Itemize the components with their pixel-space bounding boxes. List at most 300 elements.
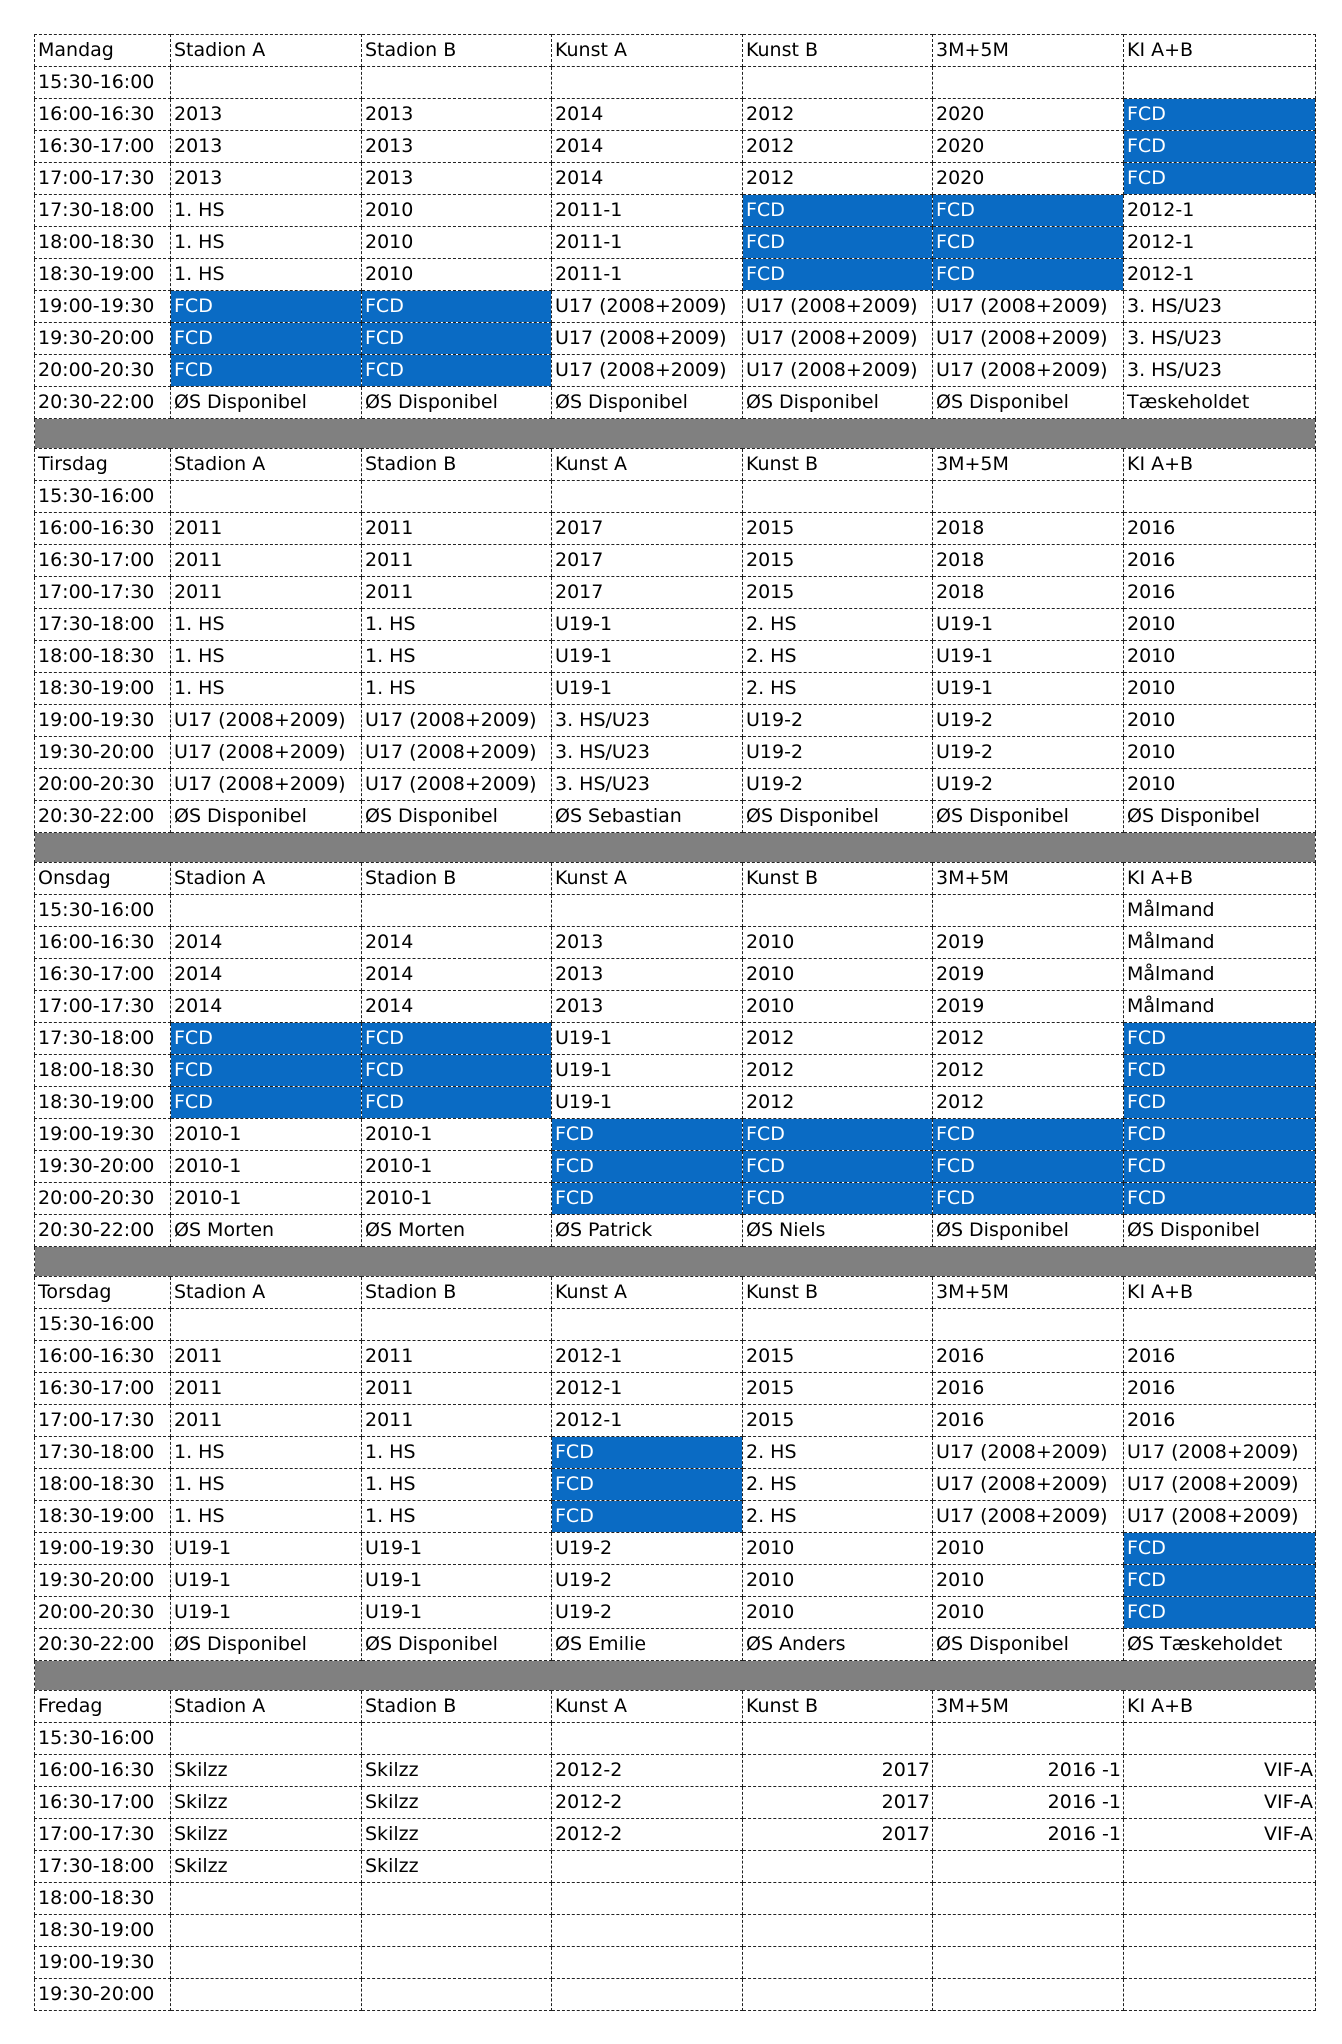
schedule-cell: 1. HS [362,609,552,641]
schedule-cell: FCD [552,1437,743,1469]
time-slot: 18:30-19:00 [35,1915,171,1947]
schedule-cell [933,1915,1124,1947]
venue-header: Kunst A [552,449,743,481]
schedule-cell: 2016 [1124,577,1316,609]
schedule-cell: U19-1 [362,1533,552,1565]
schedule-cell: 2014 [552,99,743,131]
schedule-cell: U19-1 [933,641,1124,673]
time-slot-row [35,927,1316,959]
schedule-cell [171,481,362,513]
schedule-cell [362,895,552,927]
schedule-cell [171,1723,362,1755]
time-slot-row [35,1883,1316,1915]
time-slot: 20:30-22:00 [35,801,171,833]
schedule-cell: Skilzz [362,1787,552,1819]
schedule-cell [933,1883,1124,1915]
schedule-cell: FCD [743,227,933,259]
schedule-cell: 2014 [552,163,743,195]
schedule-cell [171,1947,362,1979]
schedule-cell: 2010 [362,227,552,259]
schedule-cell: U19-1 [171,1565,362,1597]
time-slot-row [35,895,1316,927]
schedule-cell: 2. HS [743,673,933,705]
schedule-cell: 2011 [171,1373,362,1405]
time-slot: 17:00-17:30 [35,1405,171,1437]
schedule-cell: U19-2 [743,705,933,737]
schedule-cell: FCD [362,1055,552,1087]
schedule-cell [171,1979,362,2011]
schedule-cell [1124,67,1316,99]
schedule-cell: 1. HS [171,609,362,641]
schedule-cell: 2010 [743,1533,933,1565]
venue-header: Stadion A [171,1691,362,1723]
schedule-cell: 2019 [933,959,1124,991]
time-slot-row [35,545,1316,577]
schedule-cell: 3. HS/U23 [1124,355,1316,387]
schedule-cell: ØS Disponibel [362,387,552,419]
schedule-cell: ØS Anders [743,1629,933,1661]
schedule-cell: 2016 [1124,1373,1316,1405]
time-slot-row [35,1183,1316,1215]
schedule-cell [933,481,1124,513]
venue-header: 3M+5M [933,863,1124,895]
schedule-cell: 2010 [743,991,933,1023]
schedule-cell [743,1979,933,2011]
schedule-cell: U19-2 [933,705,1124,737]
time-slot: 15:30-16:00 [35,481,171,513]
schedule-cell: U17 (2008+2009) [171,737,362,769]
schedule-cell: U19-1 [171,1533,362,1565]
time-slot: 17:30-18:00 [35,1851,171,1883]
day-name: Onsdag [35,863,171,895]
schedule-cell: 1. HS [171,641,362,673]
schedule-cell: 2011 [171,1405,362,1437]
schedule-cell [552,1309,743,1341]
schedule-cell: Skilzz [171,1819,362,1851]
time-slot-row [35,959,1316,991]
time-slot: 20:30-22:00 [35,387,171,419]
schedule-cell: 2012-1 [552,1373,743,1405]
schedule-cell: U19-1 [552,1055,743,1087]
schedule-cell: Målmand [1124,959,1316,991]
time-slot: 17:00-17:30 [35,577,171,609]
schedule-cell: 2016 [1124,545,1316,577]
time-slot-row [35,1023,1316,1055]
schedule-cell [552,895,743,927]
schedule-cell: ØS Disponibel [743,801,933,833]
schedule-cell [743,1915,933,1947]
time-slot: 19:30-20:00 [35,323,171,355]
schedule-cell: 2013 [171,99,362,131]
schedule-cell: ØS Disponibel [1124,801,1316,833]
schedule-cell: U19-1 [552,673,743,705]
schedule-cell: 2015 [743,1405,933,1437]
time-slot: 18:30-19:00 [35,259,171,291]
schedule-cell [933,67,1124,99]
schedule-cell [362,1947,552,1979]
schedule-cell: VIF-A [1124,1755,1316,1787]
venue-header: Stadion A [171,1277,362,1309]
schedule-cell: 2. HS [743,641,933,673]
venue-header: Stadion B [362,35,552,67]
schedule-cell: 2012-2 [552,1819,743,1851]
schedule-cell [362,1915,552,1947]
schedule-cell: U19-1 [552,1087,743,1119]
schedule-cell: FCD [743,195,933,227]
time-slot: 20:30-22:00 [35,1629,171,1661]
schedule-cell: ØS Niels [743,1215,933,1247]
schedule-cell: FCD [552,1119,743,1151]
time-slot: 15:30-16:00 [35,67,171,99]
venue-header: KI A+B [1124,863,1316,895]
schedule-cell: 2012 [933,1023,1124,1055]
schedule-cell: ØS Disponibel [743,387,933,419]
time-slot-row [35,259,1316,291]
schedule-cell: 2020 [933,163,1124,195]
schedule-cell: 2014 [362,927,552,959]
time-slot-row [35,1405,1316,1437]
schedule-cell [743,1723,933,1755]
schedule-cell [552,1883,743,1915]
schedule-cell: 2014 [171,991,362,1023]
schedule-cell [362,1309,552,1341]
day-header-row [35,1277,1316,1309]
time-slot-row [35,1597,1316,1629]
schedule-cell: Skilzz [171,1755,362,1787]
schedule-cell: U19-2 [552,1597,743,1629]
schedule-cell: 3. HS/U23 [552,769,743,801]
schedule-cell [552,1723,743,1755]
schedule-cell: 2012 [743,163,933,195]
schedule-cell: U17 (2008+2009) [933,1469,1124,1501]
schedule-cell: 2010 [743,927,933,959]
schedule-cell: U17 (2008+2009) [171,705,362,737]
schedule-cell: 2017 [743,1787,933,1819]
schedule-cell: FCD [743,1151,933,1183]
schedule-cell: 2010 [743,1565,933,1597]
schedule-cell: 2013 [552,959,743,991]
schedule-cell: 2010-1 [171,1119,362,1151]
time-slot-row [35,163,1316,195]
schedule-cell: FCD [171,323,362,355]
time-slot-row [35,1819,1316,1851]
schedule-cell: 2011 [171,577,362,609]
schedule-cell [362,67,552,99]
schedule-cell: Målmand [1124,927,1316,959]
schedule-cell [743,67,933,99]
schedule-cell: 2011 [362,577,552,609]
time-slot-row [35,1755,1316,1787]
schedule-cell [743,1883,933,1915]
schedule-cell: U19-1 [362,1565,552,1597]
schedule-cell: 2012-1 [552,1405,743,1437]
schedule-cell [552,67,743,99]
schedule-cell [1124,1723,1316,1755]
schedule-cell: 2013 [171,163,362,195]
time-slot: 15:30-16:00 [35,895,171,927]
schedule-cell: FCD [171,355,362,387]
schedule-cell: FCD [362,1023,552,1055]
schedule-cell: 2013 [552,927,743,959]
schedule-cell: U19-1 [552,641,743,673]
schedule-cell: 2. HS [743,609,933,641]
venue-header: Kunst B [743,1277,933,1309]
schedule-cell: U17 (2008+2009) [552,323,743,355]
schedule-cell: 2016 [1124,1341,1316,1373]
time-slot: 19:30-20:00 [35,1565,171,1597]
time-slot-row [35,1851,1316,1883]
schedule-cell: ØS Disponibel [362,1629,552,1661]
schedule-cell: 2012 [933,1055,1124,1087]
venue-header: Kunst B [743,863,933,895]
venue-header: Stadion A [171,863,362,895]
time-slot-row [35,1979,1316,2011]
day-name: Mandag [35,35,171,67]
venue-header: Stadion B [362,449,552,481]
schedule-cell: FCD [1124,1565,1316,1597]
separator-bar [35,1247,1316,1277]
schedule-cell: 1. HS [362,673,552,705]
schedule-cell: FCD [171,1023,362,1055]
schedule-cell: ØS Disponibel [933,387,1124,419]
time-slot: 20:00-20:30 [35,1183,171,1215]
schedule-cell: U17 (2008+2009) [1124,1437,1316,1469]
time-slot: 20:00-20:30 [35,769,171,801]
schedule-cell [933,1947,1124,1979]
day-header-row [35,35,1316,67]
schedule-cell: 1. HS [171,259,362,291]
schedule-cell [743,1309,933,1341]
venue-header: KI A+B [1124,1691,1316,1723]
schedule-cell: 2015 [743,577,933,609]
schedule-cell: 1. HS [362,1469,552,1501]
time-slot-row [35,1501,1316,1533]
schedule-cell: 2015 [743,1341,933,1373]
time-slot-row [35,1151,1316,1183]
schedule-cell: ØS Disponibel [171,801,362,833]
schedule-cell: FCD [1124,1023,1316,1055]
schedule-cell: U17 (2008+2009) [1124,1501,1316,1533]
time-slot-row [35,1469,1316,1501]
schedule-cell: FCD [362,355,552,387]
time-slot-row [35,609,1316,641]
time-slot: 20:00-20:30 [35,355,171,387]
schedule-cell: 2010 [1124,769,1316,801]
schedule-cell: FCD [933,259,1124,291]
schedule-cell: U19-1 [933,609,1124,641]
schedule-cell: U19-2 [743,769,933,801]
time-slot-row [35,1119,1316,1151]
time-slot-row [35,737,1316,769]
time-slot: 17:00-17:30 [35,163,171,195]
schedule-cell: 2010 [1124,641,1316,673]
day-header-row [35,449,1316,481]
venue-header: KI A+B [1124,1277,1316,1309]
schedule-cell [552,1851,743,1883]
schedule-cell: 2011 [362,1373,552,1405]
schedule-cell: 2013 [362,131,552,163]
day-header-row [35,1691,1316,1723]
schedule-cell: 2015 [743,513,933,545]
time-slot: 17:30-18:00 [35,609,171,641]
venue-header: Stadion B [362,1277,552,1309]
schedule-cell: 2014 [171,959,362,991]
schedule-cell: 2016 -1 [933,1819,1124,1851]
schedule-cell: Skilzz [171,1787,362,1819]
time-slot: 15:30-16:00 [35,1309,171,1341]
time-slot-row [35,227,1316,259]
time-slot: 19:00-19:30 [35,1947,171,1979]
schedule-cell: U17 (2008+2009) [933,291,1124,323]
time-slot: 17:00-17:30 [35,991,171,1023]
schedule-cell: U17 (2008+2009) [362,737,552,769]
schedule-cell: U17 (2008+2009) [933,1501,1124,1533]
schedule-cell: 2010 [1124,705,1316,737]
day-separator [35,419,1316,449]
venue-header: KI A+B [1124,35,1316,67]
schedule-cell: 2010 [1124,737,1316,769]
schedule-cell: U17 (2008+2009) [743,291,933,323]
schedule-cell: 2020 [933,131,1124,163]
schedule-cell: 2011 [171,513,362,545]
schedule-cell: VIF-A [1124,1787,1316,1819]
schedule-cell: 2010-1 [362,1119,552,1151]
schedule-cell: 2010-1 [171,1151,362,1183]
schedule-cell: ØS Disponibel [552,387,743,419]
schedule-cell: Skilzz [171,1851,362,1883]
schedule-cell: 2014 [362,959,552,991]
schedule-cell [1124,1915,1316,1947]
time-slot: 17:30-18:00 [35,195,171,227]
time-slot-row [35,577,1316,609]
venue-header: Kunst A [552,35,743,67]
schedule-cell [552,481,743,513]
schedule-cell: FCD [1124,1087,1316,1119]
schedule-cell: 2010 [933,1565,1124,1597]
schedule-cell [933,1851,1124,1883]
time-slot-row [35,641,1316,673]
time-slot: 18:00-18:30 [35,641,171,673]
schedule-cell: U17 (2008+2009) [362,705,552,737]
schedule-cell: U17 (2008+2009) [933,323,1124,355]
schedule-cell: U17 (2008+2009) [1124,1469,1316,1501]
schedule-cell [171,67,362,99]
schedule-cell: 2011 [362,513,552,545]
schedule-cell [933,1723,1124,1755]
schedule-cell [933,1979,1124,2011]
schedule-cell [1124,1979,1316,2011]
time-slot: 20:30-22:00 [35,1215,171,1247]
schedule-cell: FCD [1124,1119,1316,1151]
time-slot: 19:30-20:00 [35,737,171,769]
schedule-cell: ØS Morten [171,1215,362,1247]
schedule-cell: 2012 [743,99,933,131]
schedule-cell: FCD [552,1151,743,1183]
day-separator [35,833,1316,863]
time-slot-row [35,705,1316,737]
schedule-cell [1124,1309,1316,1341]
schedule-cell: FCD [362,291,552,323]
separator-bar [35,1661,1316,1691]
schedule-body [35,35,1316,2011]
time-slot: 18:00-18:30 [35,1883,171,1915]
schedule-cell: 2017 [552,577,743,609]
schedule-cell: FCD [1124,1151,1316,1183]
schedule-cell [743,481,933,513]
schedule-cell [362,1883,552,1915]
schedule-cell: 2016 [933,1373,1124,1405]
time-slot: 18:00-18:30 [35,227,171,259]
schedule-cell: 2016 [1124,1405,1316,1437]
schedule-cell: ØS Disponibel [171,1629,362,1661]
schedule-cell: FCD [933,1151,1124,1183]
schedule-cell: 2016 [1124,513,1316,545]
schedule-cell: ØS Sebastian [552,801,743,833]
time-slot: 16:00-16:30 [35,99,171,131]
venue-header: Kunst A [552,1691,743,1723]
schedule-cell: U17 (2008+2009) [362,769,552,801]
time-slot: 19:00-19:30 [35,705,171,737]
schedule-cell: 2010-1 [171,1183,362,1215]
time-slot-row [35,1629,1316,1661]
venue-header: KI A+B [1124,449,1316,481]
schedule-cell: 2010 [1124,609,1316,641]
venue-header: Kunst B [743,35,933,67]
schedule-cell: 1. HS [171,1469,362,1501]
schedule-cell [171,1915,362,1947]
schedule-cell: 2016 -1 [933,1787,1124,1819]
schedule-cell: FCD [362,323,552,355]
time-slot: 19:30-20:00 [35,1151,171,1183]
day-name: Tirsdag [35,449,171,481]
schedule-cell: FCD [552,1469,743,1501]
schedule-cell: ØS Disponibel [933,801,1124,833]
schedule-cell: FCD [1124,131,1316,163]
schedule-cell: 2011-1 [552,259,743,291]
schedule-cell: 2010 [933,1597,1124,1629]
schedule-cell: 1. HS [171,195,362,227]
schedule-cell: 2010 [933,1533,1124,1565]
schedule-cell: 2. HS [743,1469,933,1501]
schedule-cell: 2017 [743,1819,933,1851]
schedule-cell: VIF-A [1124,1819,1316,1851]
time-slot-row [35,481,1316,513]
schedule-cell: U17 (2008+2009) [933,1437,1124,1469]
schedule-cell: 2011 [362,545,552,577]
schedule-cell: U19-1 [933,673,1124,705]
schedule-cell: 2012-1 [1124,259,1316,291]
time-slot: 18:30-19:00 [35,1087,171,1119]
schedule-cell: U19-2 [552,1533,743,1565]
schedule-cell: 2012 [743,1087,933,1119]
time-slot: 18:30-19:00 [35,673,171,705]
schedule-cell: 2011 [171,545,362,577]
schedule-cell: ØS Emilie [552,1629,743,1661]
time-slot-row [35,1215,1316,1247]
schedule-cell: FCD [1124,1055,1316,1087]
schedule-cell [362,1723,552,1755]
schedule-cell: 2011 [171,1341,362,1373]
schedule-cell: FCD [1124,163,1316,195]
schedule-cell: 2018 [933,577,1124,609]
schedule-cell: 2013 [362,163,552,195]
time-slot-row [35,323,1316,355]
schedule-cell: 1. HS [362,1437,552,1469]
time-slot-row [35,1533,1316,1565]
time-slot-row [35,769,1316,801]
time-slot-row [35,131,1316,163]
schedule-cell: U19-2 [552,1565,743,1597]
